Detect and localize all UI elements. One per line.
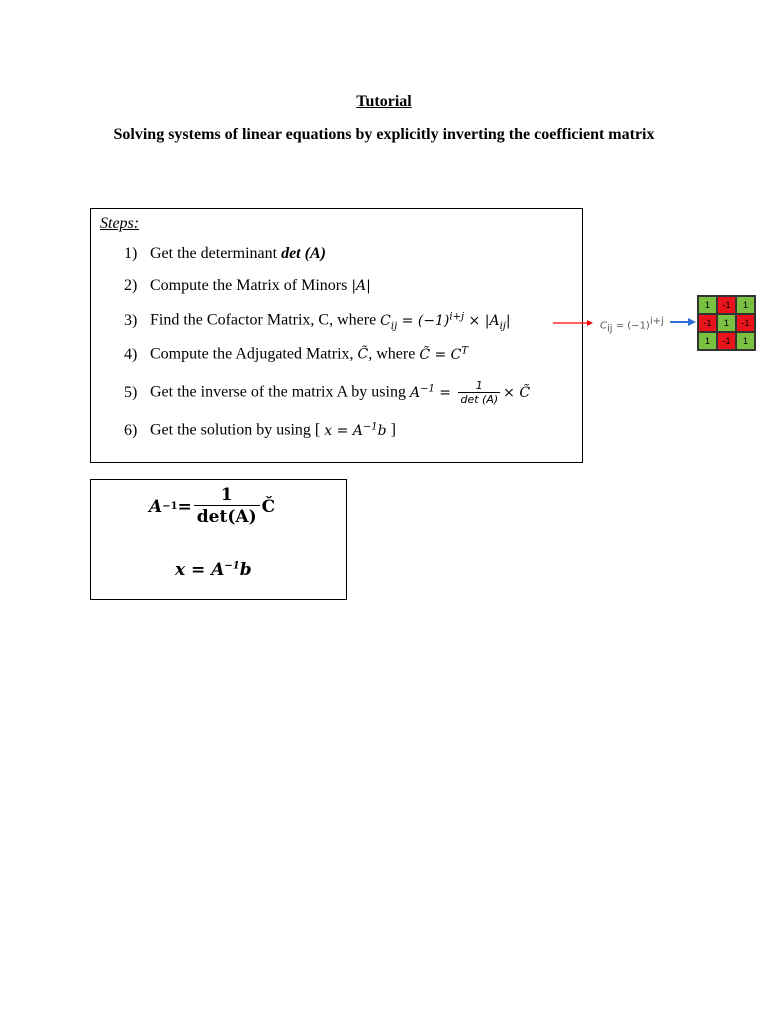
step-number: 4) xyxy=(124,345,138,363)
step-text: Get the solution by using [ xyxy=(150,421,325,439)
step-3 xyxy=(124,311,511,331)
step-number: 3) xyxy=(124,311,138,329)
grid-cell: -1 xyxy=(736,314,755,332)
step-text: , where xyxy=(368,345,420,363)
grid-cell: 1 xyxy=(698,296,717,314)
step-text: ] xyxy=(386,421,396,439)
side-cofactor-formula: $C_{ij} = (-1)^{i+j}$ xyxy=(600,316,664,335)
step-number: 1) xyxy=(124,245,138,262)
step-2 xyxy=(124,277,371,295)
grid-cell: -1 xyxy=(698,314,717,332)
solution-formula: $x = A^{-1}b$ xyxy=(324,421,387,439)
inverse-equation: A −1 = $\frac{1}{\det(A)}$ Č xyxy=(149,485,276,527)
grid-cell: 1 xyxy=(736,332,755,350)
grid-cell: 1 xyxy=(736,296,755,314)
fraction: $\frac{1}{\det(A)}$ xyxy=(194,485,260,528)
step-text: Get the determinant xyxy=(150,245,282,262)
step-text: Find the Cofactor Matrix, C, where xyxy=(150,311,381,329)
red-arrow-icon xyxy=(553,320,593,326)
blue-arrow-icon xyxy=(670,318,696,326)
grid-cell: 1 xyxy=(698,332,717,350)
formula-box xyxy=(90,479,347,600)
step-emphasis: det (A) xyxy=(281,245,326,262)
adjugate-definition: C̃ = $C^T$ xyxy=(419,345,469,363)
step-number: 6) xyxy=(124,421,138,439)
step-6 xyxy=(124,421,396,440)
step-number: 5) xyxy=(124,383,138,401)
step-number: 2) xyxy=(124,277,138,294)
cofactor-definition: $C_{ij} = (-1)^{i+j} \times |A_{ij}|$ xyxy=(380,311,511,332)
fraction: $\frac{1}{\det (A)}$ xyxy=(460,379,499,406)
page-title: Tutorial xyxy=(356,93,412,110)
step-text: Compute the Adjugated Matrix, xyxy=(150,345,358,363)
page-subtitle: Solving systems of linear equations by explicitly inverting the coefficient matrix xyxy=(113,126,655,143)
step-math: C̃ xyxy=(357,346,369,363)
step-4 xyxy=(124,345,468,364)
solution-equation: $x = A^{-1}b$ xyxy=(175,560,252,580)
step-text: Compute the Matrix of Minors xyxy=(150,277,352,294)
sign-pattern-grid xyxy=(697,295,756,351)
step-1 xyxy=(124,245,326,263)
steps-heading: Steps: xyxy=(100,215,140,232)
step-5 xyxy=(124,379,530,406)
step-text: Get the inverse of the matrix A by using xyxy=(150,383,410,401)
inverse-formula: $A^{-1}$ = $\frac{1}{\det (A)}$ × C̃ xyxy=(409,379,531,406)
grid-cell: -1 xyxy=(717,332,736,350)
grid-cell: 1 xyxy=(717,314,736,332)
steps-box xyxy=(90,208,583,463)
grid-cell: -1 xyxy=(717,296,736,314)
step-math: |A| xyxy=(351,278,371,294)
